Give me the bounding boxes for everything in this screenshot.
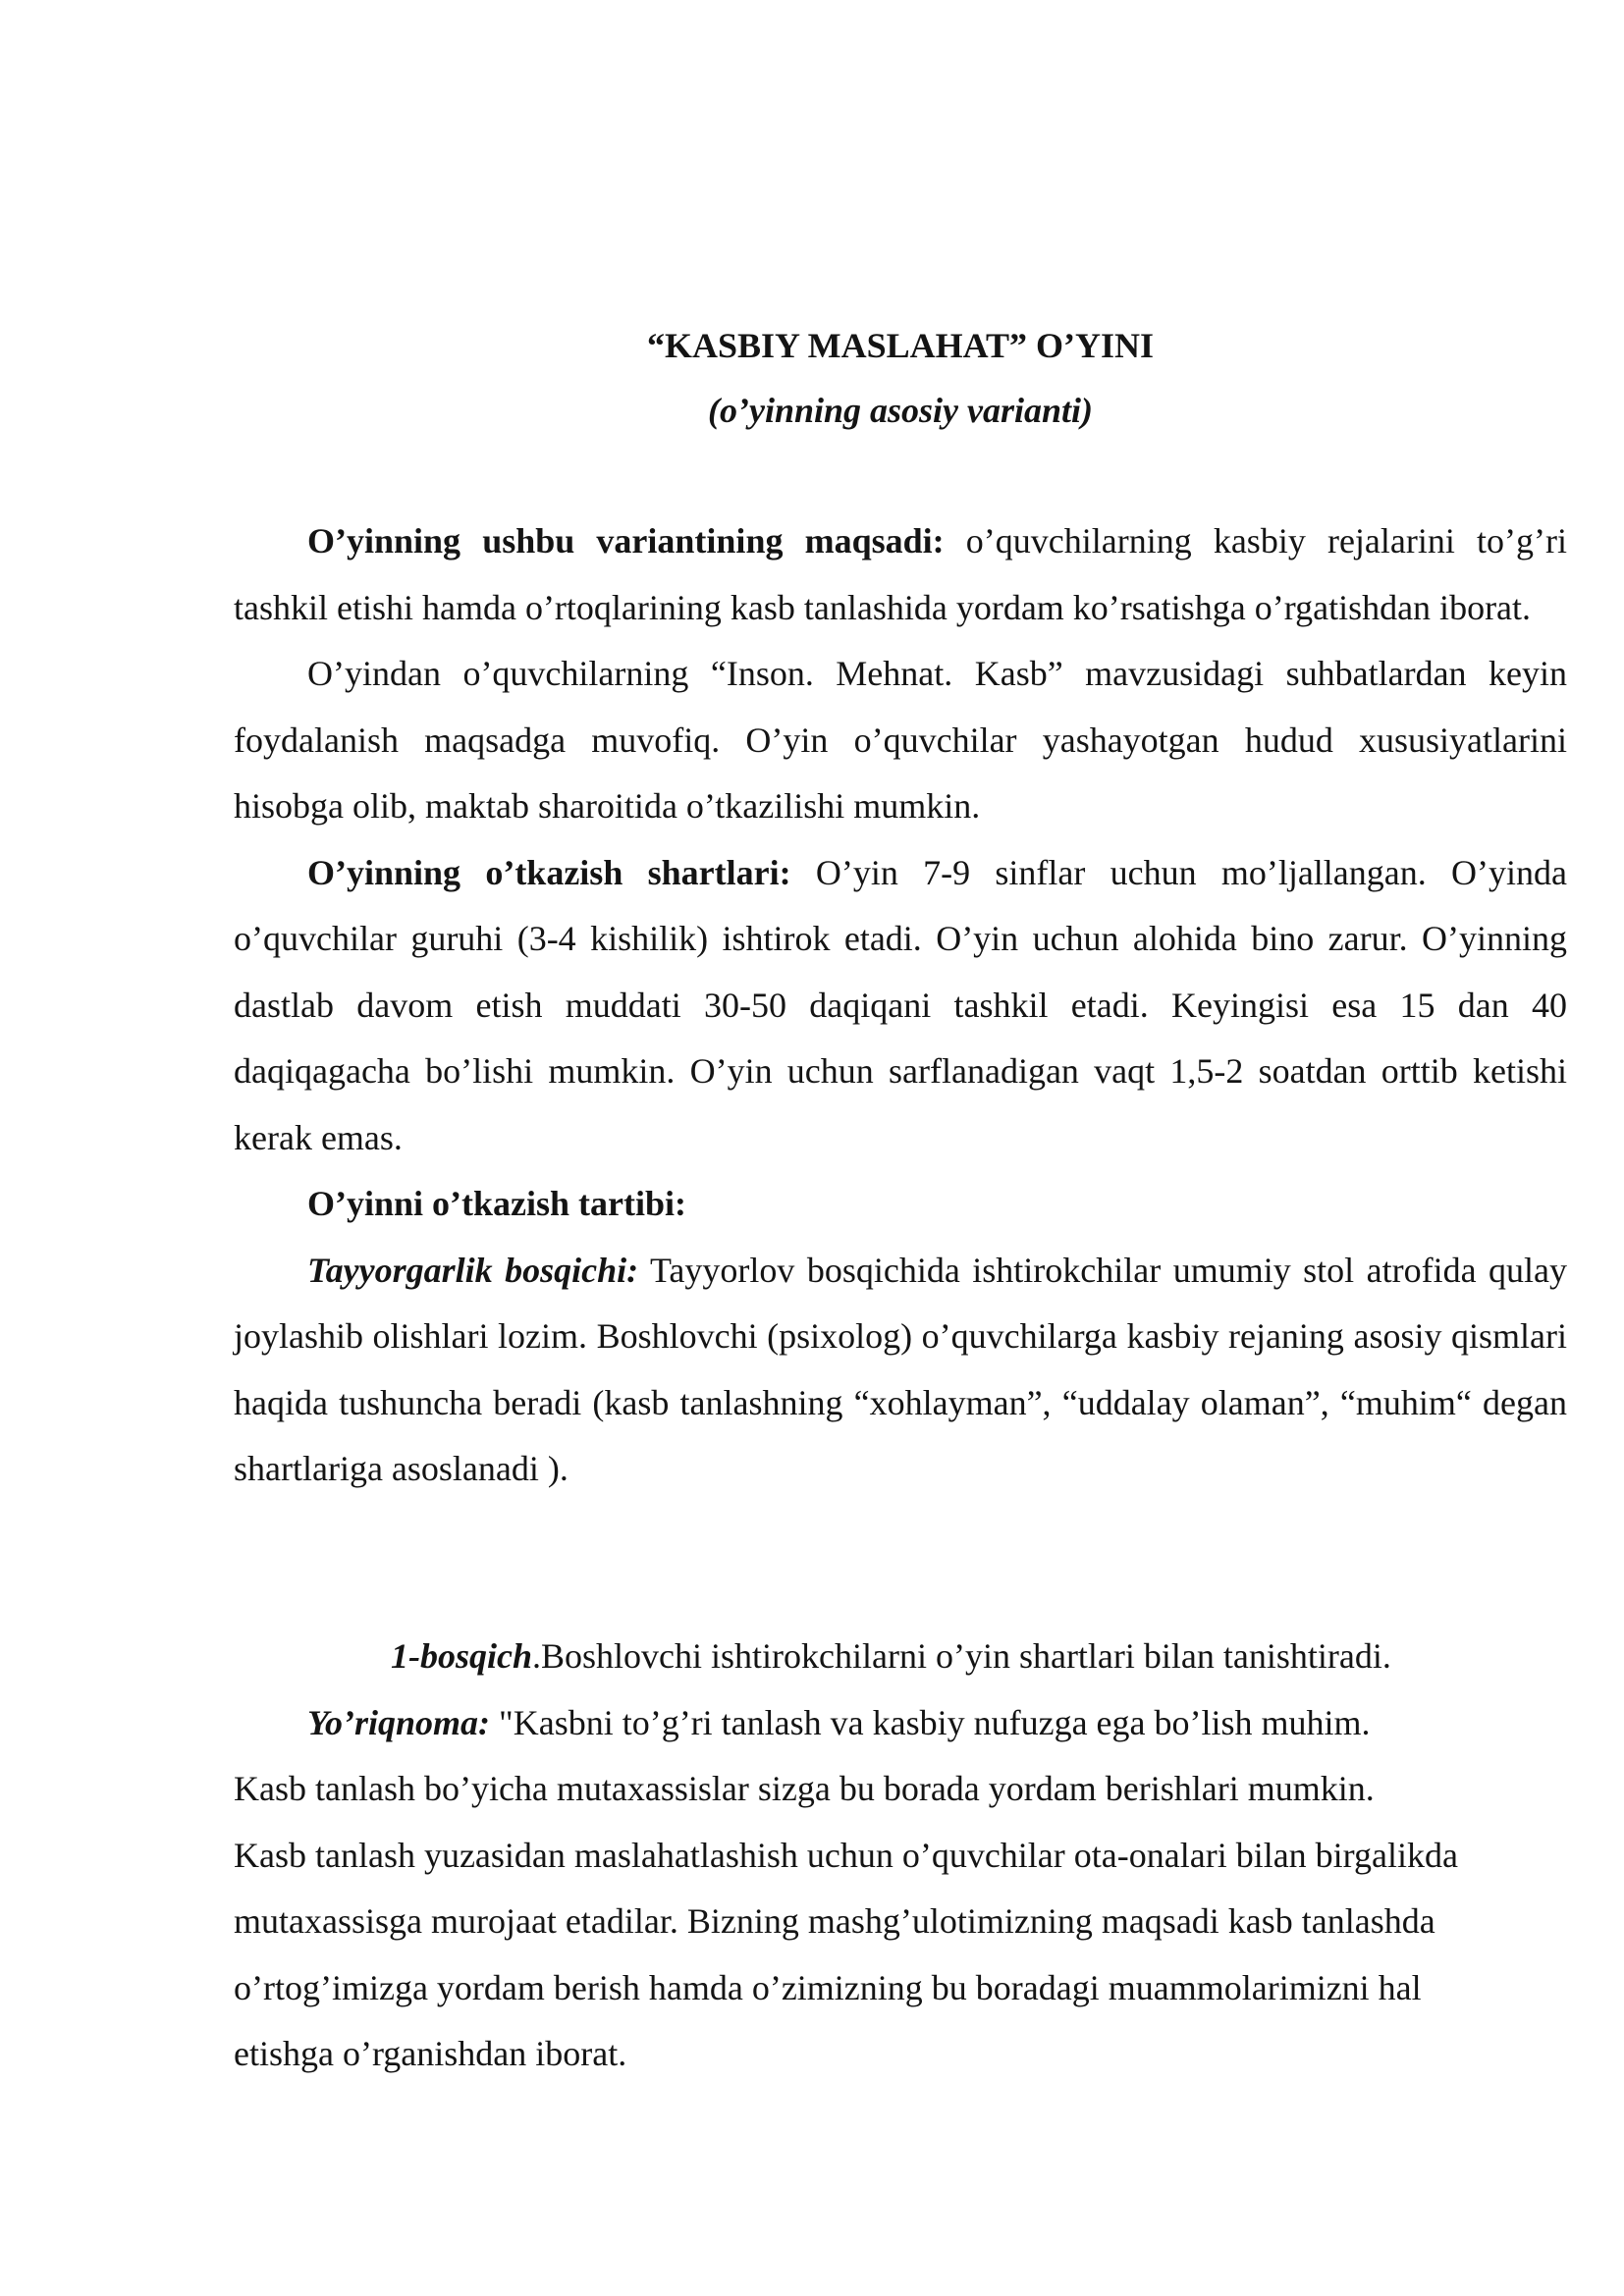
paragraph-conditions-label: O’yinning o’tkazish shartlari: xyxy=(307,852,791,892)
paragraph-conditions-text: O’yin 7-9 sinflar uchun mo’ljallangan. O’yinda o’quvchilar guruhi (3-4 kishilik) ishtirok etadi. O’yin uchun alohida bino zarur. O’yinning dastlab davom etish muddati 30-50 daqiqani tashkil etadi. Keyingisi esa 15 dan 40 daqiqagacha bo’lishi mumkin. O’yin uchun sarflanadigan vaqt 1,5-2 soatdan orttib ketishi kerak emas. xyxy=(234,852,1567,1157)
instruction-line-2: Kasb tanlash bo’yicha mutaxassislar sizga bu borada yordam berishlari mumkin. xyxy=(234,1769,1375,1808)
paragraph-conditions xyxy=(234,840,1567,1172)
page-subtitle: (o’yinning asosiy varianti) xyxy=(707,391,1094,430)
stage-text: .Boshlovchi ishtirokchilarni o’yin shartlari bilan tanishtiradi. xyxy=(532,1636,1391,1676)
paragraph-usage xyxy=(234,641,1567,840)
page-title: “KASBIY MASLAHAT” O’YINI xyxy=(646,326,1155,365)
instruction-line-5: o’rtog’imizga yordam berish hamda o’zimizning bu boradagi muammolarimizni hal xyxy=(234,1967,1422,2007)
main-body xyxy=(234,508,1567,1503)
stage-line xyxy=(234,1624,1567,1690)
instruction-block xyxy=(234,1624,1567,2088)
instruction-line-3: Kasb tanlash yuzasidan maslahatlashish uchun o’quvchilar ota-onalari bilan birgalikda xyxy=(234,1835,1458,1875)
paragraph-preparation-text: Tayyorlov bosqichida ishtirokchilar umumiy stol atrofida qulay joylashib olishlari lozim. Boshlovchi (psixolog) o’quvchilarga kasbiy rejaning asosiy qismlari haqida tushuncha beradi (kasb tanlashning “xohlayman”, “uddalay olaman”, “muhim“ degan shartlariga asoslanadi ). xyxy=(234,1250,1568,1488)
paragraph-procedure-heading xyxy=(234,1171,1567,1238)
paragraph-purpose-text: o’quvchilarning kasbiy rejalarini to’g’ri tashkil etishi hamda o’rtoqlarining kasb tanlashida yordam ko’rsatishga o’rgatishdan iborat. xyxy=(234,521,1567,627)
stage-label: 1-bosqich xyxy=(391,1636,532,1676)
paragraph-usage-text: O’yindan o’quvchilarning “Inson. Mehnat. Kasb” mavzusidagi suhbatlardan keyin foydalanish maqsadga muvofiq. O’yin o’quvchilar yashayotgan hudud xususiyatlarini hisobga olib, maktab sharoitida o’tkazilishi mumkin. xyxy=(234,654,1567,826)
paragraph-preparation xyxy=(234,1238,1567,1503)
instruction-line-4: mutaxassisga murojaat etadilar. Bizning mashg’ulotimizning maqsadi kasb tanlashda xyxy=(234,1901,1435,1941)
instruction-line-6: etishga o’rganishdan iborat. xyxy=(234,2034,627,2073)
procedure-heading-label: O’yinni o’tkazish tartibi: xyxy=(307,1184,687,1223)
instruction-label: Yo’riqnoma: xyxy=(307,1702,491,1742)
paragraph-purpose-label: O’yinning ushbu variantining maqsadi: xyxy=(307,521,945,561)
instruction-line-1 xyxy=(234,1690,1567,1757)
paragraph-purpose xyxy=(234,508,1567,641)
instruction-text-1: "Kasbni to’g’ri tanlash va kasbiy nufuzga ega bo’lish muhim. xyxy=(490,1702,1371,1742)
paragraph-preparation-label: Tayyorgarlik bosqichi: xyxy=(307,1250,639,1290)
